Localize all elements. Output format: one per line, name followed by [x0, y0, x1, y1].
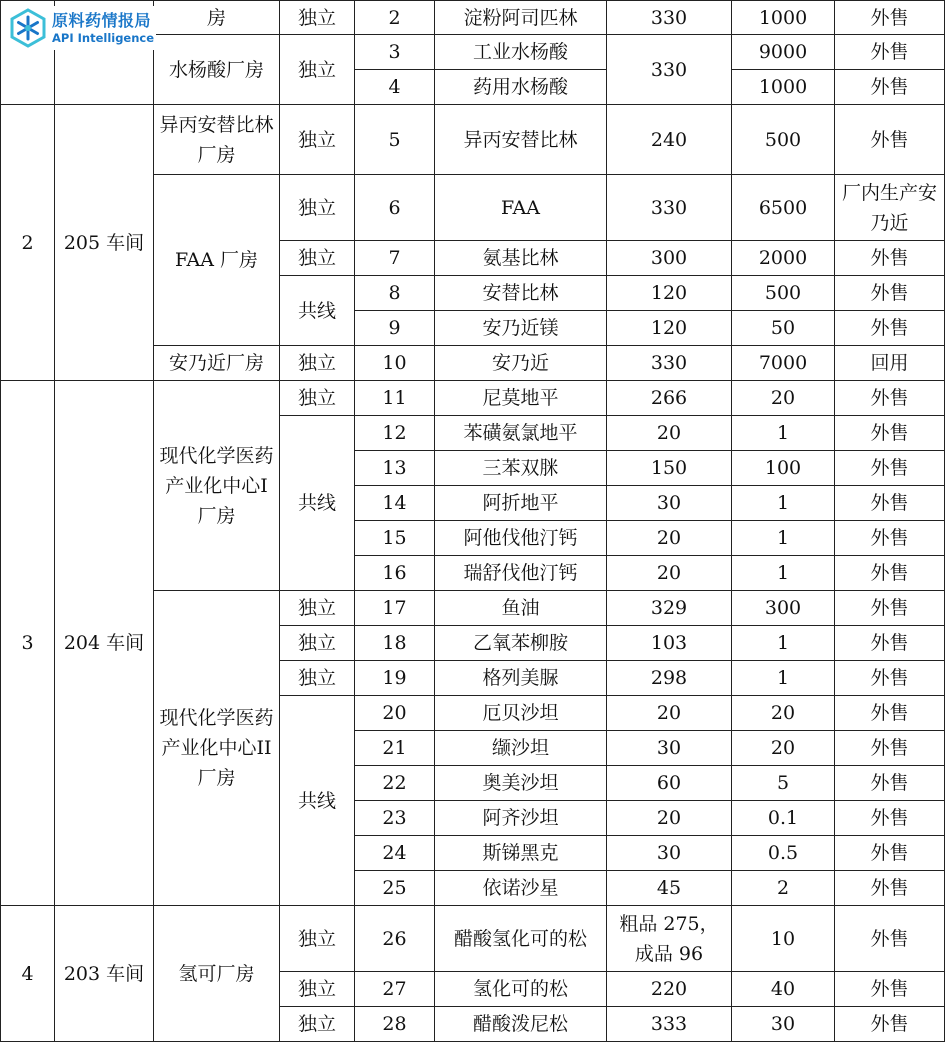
- cell-capacity: 50: [732, 311, 835, 346]
- cell-capacity: 5: [732, 766, 835, 801]
- cell-seq: 4: [355, 70, 435, 105]
- cell-days: 266: [607, 381, 732, 416]
- cell-capacity: 1: [732, 521, 835, 556]
- cell-use: 外售: [835, 696, 945, 731]
- cell-no: 2: [1, 105, 55, 381]
- cell-seq: 21: [355, 731, 435, 766]
- cell-mode: 独立: [280, 1, 355, 35]
- cell-building: 房: [154, 1, 280, 35]
- cell-capacity: 7000: [732, 346, 835, 381]
- cell-workshop: 203 车间: [55, 906, 154, 1042]
- cell-use: 外售: [835, 105, 945, 175]
- cell-days: 330: [607, 35, 732, 105]
- cell-use: 外售: [835, 1007, 945, 1042]
- cell-mode: 独立: [280, 591, 355, 626]
- cell-seq: 23: [355, 801, 435, 836]
- cell-seq: 20: [355, 696, 435, 731]
- cell-capacity: 20: [732, 381, 835, 416]
- table-row: [1, 105, 945, 175]
- cell-use: 外售: [835, 591, 945, 626]
- cell-mode: 独立: [280, 661, 355, 696]
- cell-no: 3: [1, 381, 55, 906]
- cell-days: 粗品 275，成品 96: [607, 906, 732, 972]
- cell-use: 外售: [835, 381, 945, 416]
- cell-use: 外售: [835, 35, 945, 70]
- cell-capacity: 20: [732, 731, 835, 766]
- cell-seq: 2: [355, 1, 435, 35]
- cell-mode: 独立: [280, 105, 355, 175]
- cell-mode: 独立: [280, 35, 355, 105]
- cell-product: 乙氧苯柳胺: [435, 626, 607, 661]
- cell-seq: 15: [355, 521, 435, 556]
- cell-product: 安乃近: [435, 346, 607, 381]
- cell-product: 依诺沙星: [435, 871, 607, 906]
- cell-seq: 16: [355, 556, 435, 591]
- cell-product: 工业水杨酸: [435, 35, 607, 70]
- cell-use: 外售: [835, 556, 945, 591]
- cell-days: 30: [607, 836, 732, 871]
- cell-seq: 19: [355, 661, 435, 696]
- cell-product: 尼莫地平: [435, 381, 607, 416]
- cell-seq: 14: [355, 486, 435, 521]
- cell-seq: 6: [355, 175, 435, 241]
- cell-seq: 3: [355, 35, 435, 70]
- cell-product: 氨基比林: [435, 241, 607, 276]
- cell-use: 外售: [835, 276, 945, 311]
- logo-name-cn: 原料药情报局: [52, 11, 152, 30]
- cell-capacity: 6500: [732, 175, 835, 241]
- cell-workshop: 205 车间: [55, 105, 154, 381]
- cell-mode: 共线: [280, 416, 355, 591]
- cell-product: 阿齐沙坦: [435, 801, 607, 836]
- cell-product: 阿折地平: [435, 486, 607, 521]
- cell-capacity: 0.1: [732, 801, 835, 836]
- table-row: [1, 906, 945, 972]
- cell-use: 外售: [835, 871, 945, 906]
- cell-capacity: 300: [732, 591, 835, 626]
- cell-days: 60: [607, 766, 732, 801]
- cell-capacity: 10: [732, 906, 835, 972]
- cell-mode: 独立: [280, 626, 355, 661]
- cell-use: 外售: [835, 801, 945, 836]
- cell-seq: 18: [355, 626, 435, 661]
- cell-capacity: 1: [732, 556, 835, 591]
- cell-use: 外售: [835, 486, 945, 521]
- cell-capacity: 9000: [732, 35, 835, 70]
- cell-days: 333: [607, 1007, 732, 1042]
- cell-use: 外售: [835, 70, 945, 105]
- cell-days: 329: [607, 591, 732, 626]
- cell-use: 厂内生产安乃近: [835, 175, 945, 241]
- cell-building: 安乃近厂房: [154, 346, 280, 381]
- cell-use: 外售: [835, 416, 945, 451]
- cell-use: 外售: [835, 731, 945, 766]
- cell-product: 格列美脲: [435, 661, 607, 696]
- cell-mode: 独立: [280, 241, 355, 276]
- cell-product: 药用水杨酸: [435, 70, 607, 105]
- cell-capacity: 20: [732, 696, 835, 731]
- cell-mode: 共线: [280, 276, 355, 346]
- cell-mode: 独立: [280, 972, 355, 1007]
- cell-days: 300: [607, 241, 732, 276]
- cell-days: 150: [607, 451, 732, 486]
- cell-building: 水杨酸厂房: [154, 35, 280, 105]
- cell-mode: 共线: [280, 696, 355, 906]
- cell-product: 瑞舒伐他汀钙: [435, 556, 607, 591]
- cell-product: 氢化可的松: [435, 972, 607, 1007]
- cell-building: 现代化学医药产业化中心II厂房: [154, 591, 280, 906]
- cell-use: 外售: [835, 836, 945, 871]
- cell-days: 45: [607, 871, 732, 906]
- watermark-logo: [8, 6, 156, 50]
- cell-product: 醋酸泼尼松: [435, 1007, 607, 1042]
- cell-capacity: 1: [732, 416, 835, 451]
- cell-days: 240: [607, 105, 732, 175]
- cell-seq: 26: [355, 906, 435, 972]
- cell-product: 鱼油: [435, 591, 607, 626]
- cell-seq: 22: [355, 766, 435, 801]
- cell-product: 异丙安替比林: [435, 105, 607, 175]
- cell-days: 330: [607, 175, 732, 241]
- cell-days: 20: [607, 521, 732, 556]
- cell-capacity: 1000: [732, 70, 835, 105]
- cell-capacity: 40: [732, 972, 835, 1007]
- cell-product: 厄贝沙坦: [435, 696, 607, 731]
- cell-days: 30: [607, 731, 732, 766]
- cell-seq: 28: [355, 1007, 435, 1042]
- cell-capacity: 1: [732, 661, 835, 696]
- cell-seq: 5: [355, 105, 435, 175]
- cell-days: 298: [607, 661, 732, 696]
- cell-capacity: 1000: [732, 1, 835, 35]
- cell-workshop: 204 车间: [55, 381, 154, 906]
- cell-capacity: 30: [732, 1007, 835, 1042]
- cell-product: 斯锑黑克: [435, 836, 607, 871]
- cell-product: 苯磺氨氯地平: [435, 416, 607, 451]
- cell-capacity: 0.5: [732, 836, 835, 871]
- cell-building: 现代化学医药产业化中心I厂房: [154, 381, 280, 591]
- cell-use: 外售: [835, 661, 945, 696]
- cell-capacity: 100: [732, 451, 835, 486]
- cell-days: 30: [607, 486, 732, 521]
- cell-days: 20: [607, 556, 732, 591]
- cell-days: 20: [607, 416, 732, 451]
- cell-days: 330: [607, 1, 732, 35]
- cell-seq: 13: [355, 451, 435, 486]
- cell-product: 淀粉阿司匹林: [435, 1, 607, 35]
- cell-use: 外售: [835, 311, 945, 346]
- cell-mode: 独立: [280, 175, 355, 241]
- cell-use: 外售: [835, 451, 945, 486]
- cell-product: 缬沙坦: [435, 731, 607, 766]
- cell-capacity: 500: [732, 276, 835, 311]
- cell-mode: 独立: [280, 1007, 355, 1042]
- cell-seq: 10: [355, 346, 435, 381]
- cell-capacity: 2: [732, 871, 835, 906]
- cell-product: 安替比林: [435, 276, 607, 311]
- cell-product: 奥美沙坦: [435, 766, 607, 801]
- cell-use: 外售: [835, 766, 945, 801]
- cell-days: 20: [607, 801, 732, 836]
- cell-days: 103: [607, 626, 732, 661]
- table-row: [1, 381, 945, 416]
- cell-seq: 12: [355, 416, 435, 451]
- cell-days: 120: [607, 276, 732, 311]
- cell-use: 外售: [835, 972, 945, 1007]
- cell-days: 220: [607, 972, 732, 1007]
- cell-capacity: 1: [732, 486, 835, 521]
- cell-use: 外售: [835, 521, 945, 556]
- cell-no: 4: [1, 906, 55, 1042]
- cell-mode: 独立: [280, 346, 355, 381]
- cell-building: FAA 厂房: [154, 175, 280, 346]
- cell-building: 异丙安替比林厂房: [154, 105, 280, 175]
- cell-product: 醋酸氢化可的松: [435, 906, 607, 972]
- cell-seq: 27: [355, 972, 435, 1007]
- cell-product: 阿他伐他汀钙: [435, 521, 607, 556]
- cell-capacity: 2000: [732, 241, 835, 276]
- cell-use: 外售: [835, 906, 945, 972]
- cell-use: 外售: [835, 626, 945, 661]
- cell-seq: 8: [355, 276, 435, 311]
- cell-days: 120: [607, 311, 732, 346]
- cell-seq: 11: [355, 381, 435, 416]
- cell-days: 330: [607, 346, 732, 381]
- cell-seq: 9: [355, 311, 435, 346]
- cell-product: 三苯双脒: [435, 451, 607, 486]
- snowflake-logo-icon: [8, 8, 48, 48]
- logo-name-en: API Intelligence: [52, 31, 155, 45]
- cell-capacity: 500: [732, 105, 835, 175]
- cell-use: 外售: [835, 241, 945, 276]
- cell-seq: 7: [355, 241, 435, 276]
- cell-product: FAA: [435, 175, 607, 241]
- cell-seq: 24: [355, 836, 435, 871]
- cell-capacity: 1: [732, 626, 835, 661]
- cell-days: 20: [607, 696, 732, 731]
- cell-mode: 独立: [280, 381, 355, 416]
- cell-seq: 25: [355, 871, 435, 906]
- cell-seq: 17: [355, 591, 435, 626]
- cell-product: 安乃近镁: [435, 311, 607, 346]
- table-body: [1, 1, 945, 1042]
- cell-use: 外售: [835, 1, 945, 35]
- cell-use: 回用: [835, 346, 945, 381]
- cell-mode: 独立: [280, 906, 355, 972]
- cell-building: 氢可厂房: [154, 906, 280, 1042]
